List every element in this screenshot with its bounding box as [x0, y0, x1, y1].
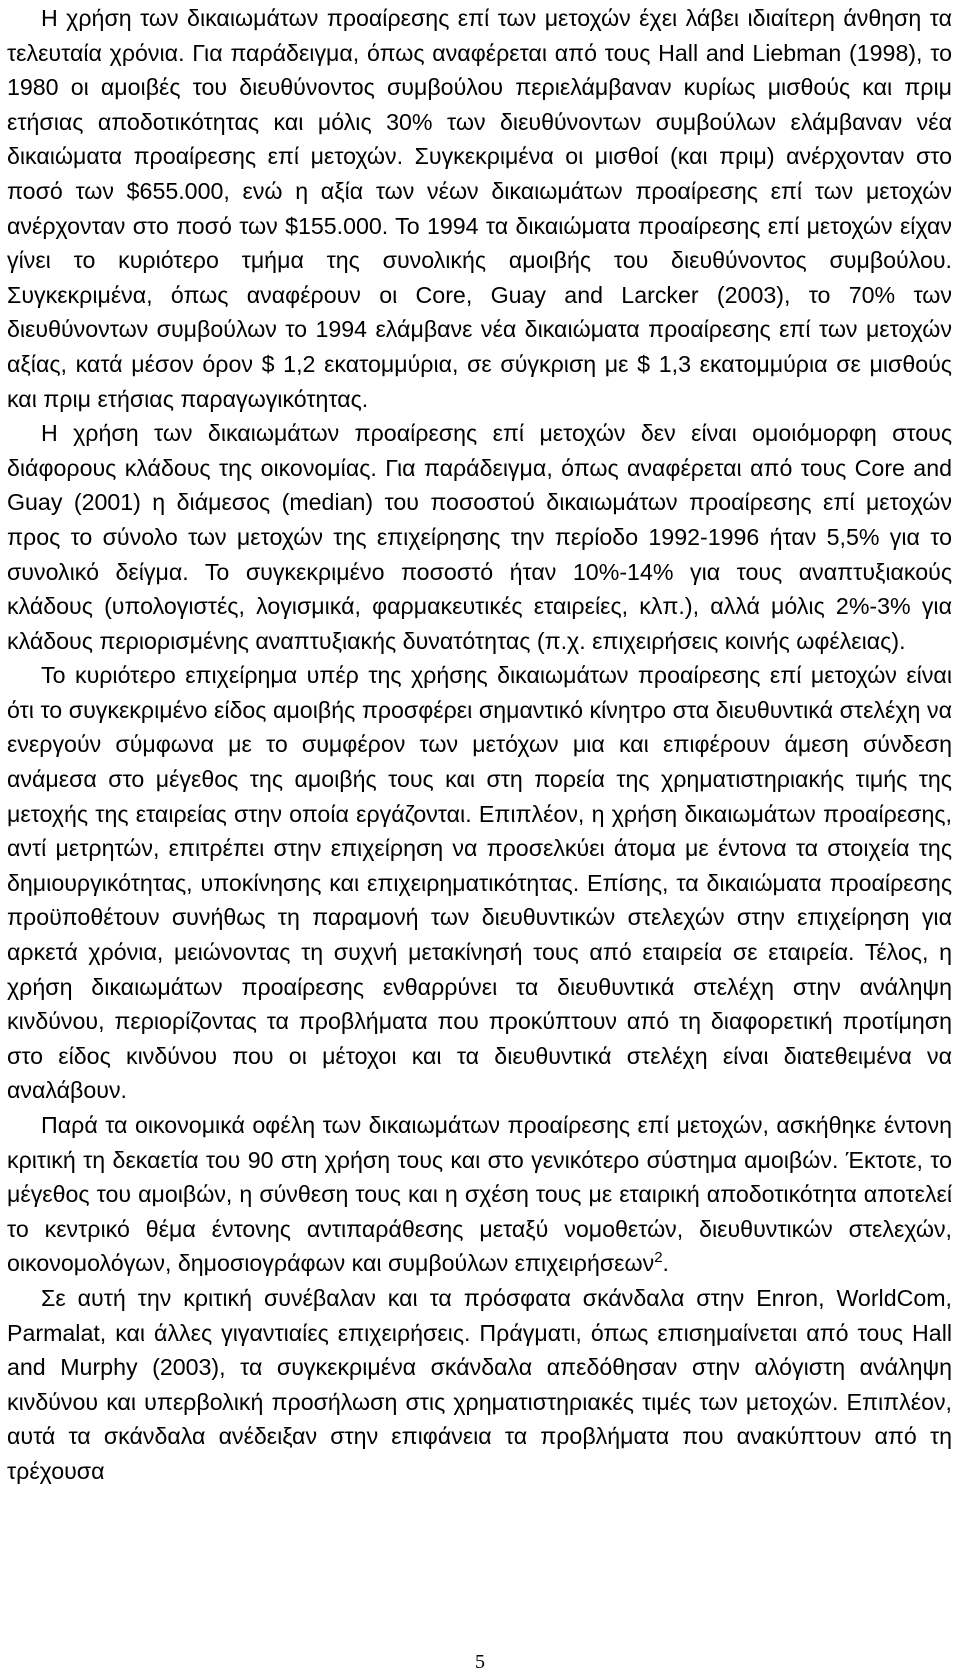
paragraph-text: Παρά τα οικονομικά οφέλη των δικαιωμάτων προαίρεσης επί μετοχών, ασκήθηκε έντονη κριτική τη δεκαετία του 90 στη χρήση τους και στο γενικότερο σύστημα αμοιβών. Έκτοτε, το μέγεθος του αμοιβών, η σύνθεση τους και η σχέση τους με εταιρική αποδοτικότητα αποτελεί το κεντρικό θέμα έντονης αντιπαράθεσης μεταξύ νομοθετών, διευθυντικών στελεχών, οικονομολόγων, δημοσιογράφων και συμβούλων επιχειρήσεων: [7, 1112, 952, 1277]
paragraph-with-footnote: [7, 1108, 952, 1281]
paragraph: Η χρήση των δικαιωμάτων προαίρεσης επί των μετοχών έχει λάβει ιδιαίτερη άνθηση τα τελευταία χρόνια. Για παράδειγμα, όπως αναφέρεται από τους Hall and Liebman (1998), το 1980 οι αμοιβές του διευθύνοντος συμβούλου περιελάμβαναν κυρίως μισθούς και πριμ ετήσιας αποδοτικότητας και μόλις 30% των διευθύνοντων συμβούλων ελάμβαναν νέα δικαιώματα προαίρεσης επί μετοχών. Συγκεκριμένα οι μισθοί (και πριμ) ανέρχονταν στο ποσό των $655.000, ενώ η αξία των νέων δικαιωμάτων προαίρεσης επί των μετοχών ανέρχονταν στο ποσό των $155.000. Το 1994 τα δικαιώματα προαίρεσης επί μετοχών είχαν γίνει το κυριότερο τμήμα της συνολικής αμοιβής του διευθύνοντος συμβούλου. Συγκεκριμένα, όπως αναφέρουν οι Core, Guay and Larcker (2003), το 70% των διευθύνοντων συμβούλων το 1994 ελάμβανε νέα δικαιώματα προαίρεσης επί των μετοχών αξίας, κατά μέσον όρον $ 1,2 εκατομμύρια, σε σύγκριση με $ 1,3 εκατομμύρια σε μισθούς και πριμ ετήσιας παραγωγικότητας.: [7, 5, 953, 412]
paragraph-tail: .: [662, 1250, 669, 1277]
paragraph: Η χρήση των δικαιωμάτων προαίρεσης επί μετοχών δεν είναι ομοιόμορφη στους διάφορους κλάδους της οικονομίας. Για παράδειγμα, όπως αναφέρεται από τους Core and Guay (2001) η διάμεσος (median) του ποσοστού δικαιωμάτων προαίρεσης επί μετοχών προς το σύνολο των μετοχών της επιχείρησης την περίοδο 1992-1996 ήταν 5,5% για το συνολικό δείγμα. Το συγκεκριμένο ποσοστό ήταν 10%-14% για τους αναπτυξιακούς κλάδους (υπολογιστές, λογισμικά, φαρμακευτικές εταιρείες, κλπ.), αλλά μόλις 2%-3% για κλάδους περιορισμένης αναπτυξιακής δυνατότητας (π.χ. επιχειρήσεις κοινής ωφέλειας).: [7, 420, 952, 654]
paragraph: Το κυριότερο επιχείρημα υπέρ της χρήσης δικαιωμάτων προαίρεσης επί μετοχών είναι ότι το συγκεκριμένο είδος αμοιβής προσφέρει σημαντικό κίνητρο στα διευθυντικά στελέχη να ενεργούν σύμφωνα με το συμφέρον των μετόχων μια και επιφέρουν άμεση σύνδεση ανάμεσα στο μέγεθος της αμοιβής τους και στη πορεία της χρηματιστηριακής τιμής της μετοχής της εταιρείας στην οποία εργάζονται. Επιπλέον, η χρήση δικαιωμάτων προαίρεσης, αντί μετρητών, επιτρέπει στην επιχείρηση να προσελκύει άτομα με έντονα τα στοιχεία της δημιουργικότητας, υποκίνησης και επιχειρηματικότητας. Επίσης, τα δικαιώματα προαίρεσης προϋποθέτουν συνήθως τη παραμονή των διευθυντικών στελεχών στην επιχείρηση για αρκετά χρόνια, μειώνοντας τη συχνή μετακίνησή τους από εταιρεία σε εταιρεία. Τέλος, η χρήση δικαιωμάτων προαίρεσης ενθαρρύνει τα διευθυντικά στελέχη στην ανάληψη κινδύνου, περιορίζοντας τα προβλήματα που προκύπτουν από τη διαφορετική προτίμηση στο είδος κινδύνου που οι μέτοχοι και τα διευθυντικά στελέχη είναι διατεθειμένα να αναλάβουν.: [7, 662, 952, 1104]
paragraph: Σε αυτή την κριτική συνέβαλαν και τα πρόσφατα σκάνδαλα στην Enron, WorldCom, Parmalat, και άλλες γιγαντιαίες επιχειρήσεις. Πράγματι, όπως επισημαίνεται από τους Hall and Murphy (2003), τα συγκεκριμένα σκάνδαλα απεδόθησαν στην αλόγιστη ανάληψη κινδύνου και υπερβολική προσήλωση στις χρηματιστηριακές τιμές των μετοχών. Επιπλέον, αυτά τα σκάνδαλα ανέδειξαν στην επιφάνεια τα προβλήματα που ανακύπτουν από τη τρέχουσα: [7, 1284, 952, 1484]
body-text: [7, 1, 952, 1489]
page-number: 5: [475, 1651, 485, 1673]
footnote-reference[interactable]: 2: [654, 1249, 663, 1267]
